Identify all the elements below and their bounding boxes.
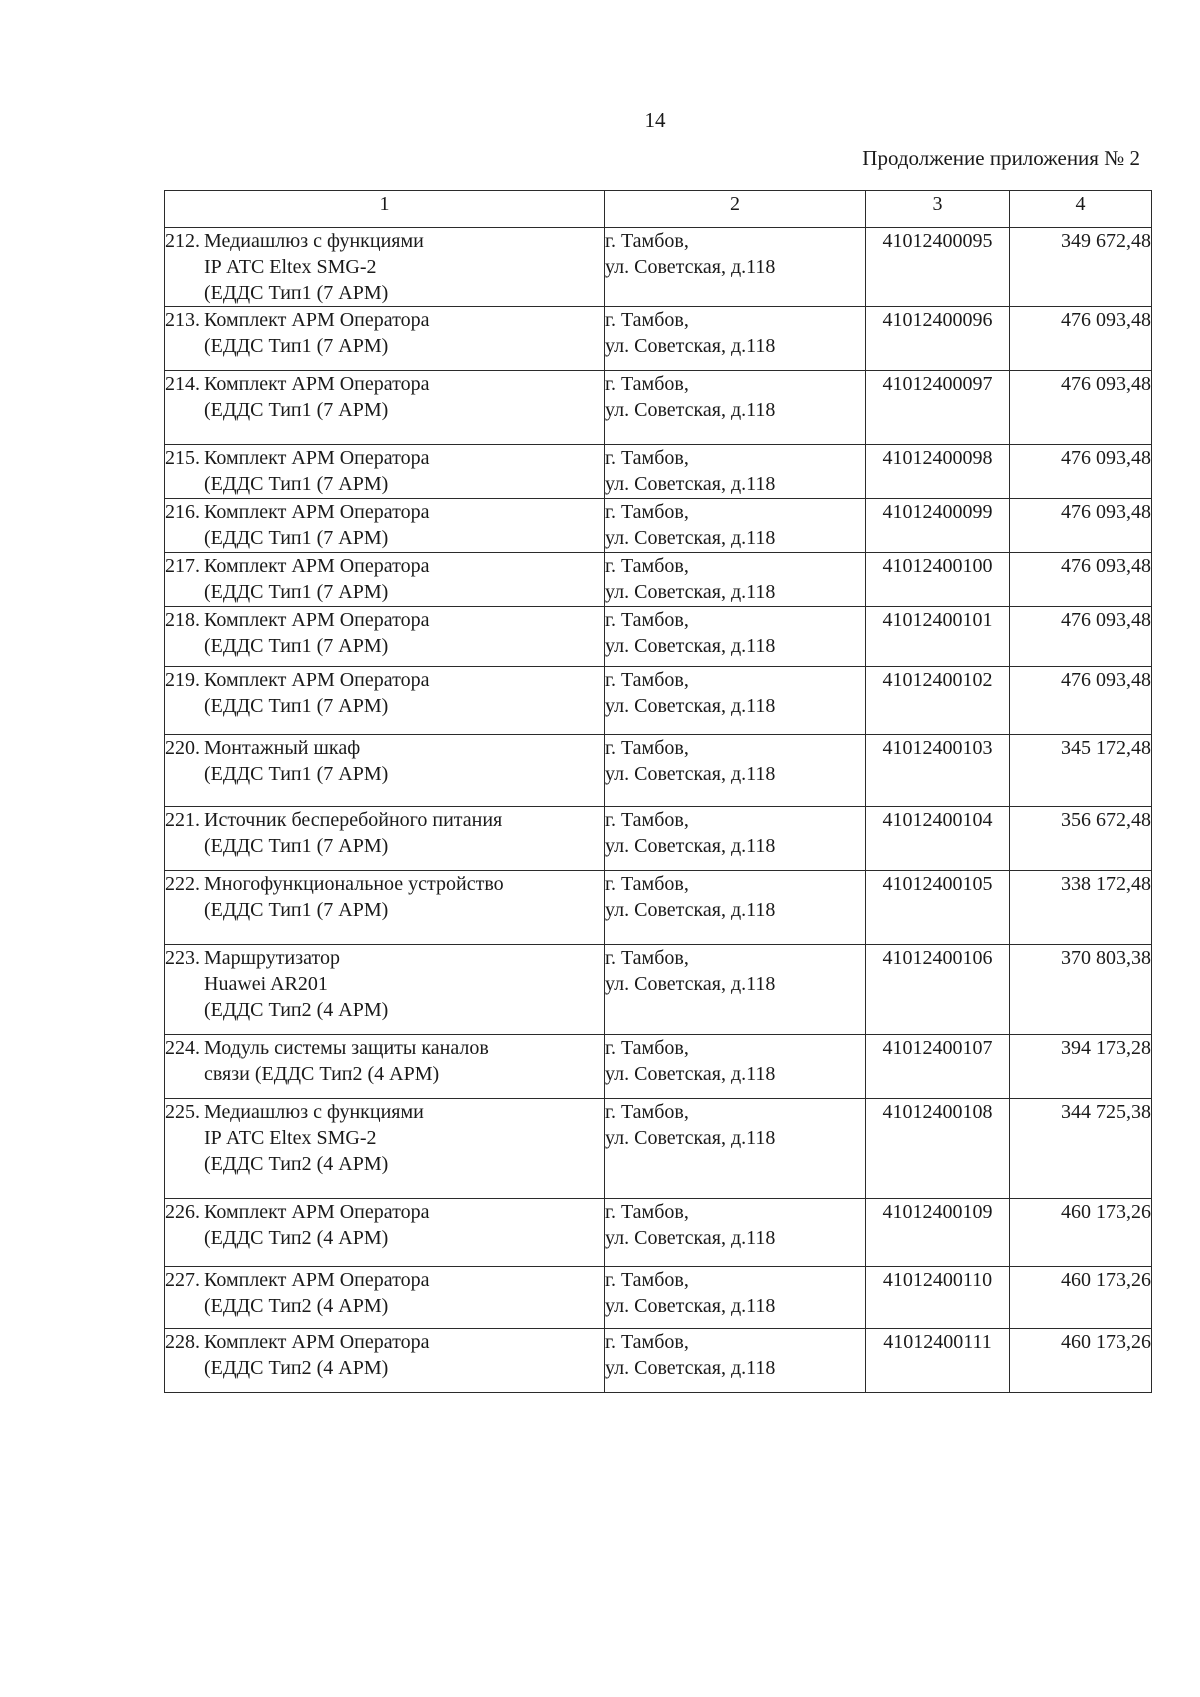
item-description-cell (165, 371, 605, 445)
item-address-line: ул. Советская, д.118 (605, 399, 776, 421)
item-name-line: (ЕДДС Тип1 (7 АРМ) (204, 763, 389, 785)
item-address-cell (605, 667, 866, 735)
item-number: 226. (165, 1201, 200, 1223)
item-description-cell (165, 735, 605, 807)
table-row (165, 1035, 1152, 1099)
item-description-cell (165, 1267, 605, 1329)
item-cost: 476 093,48 (1010, 553, 1152, 607)
item-name (200, 371, 604, 423)
item-address-line: ул. Советская, д.118 (605, 473, 776, 495)
item-name-line: (ЕДДС Тип1 (7 АРМ) (204, 635, 389, 657)
item-name-line: Комплект АРМ Оператора (204, 1331, 430, 1353)
item-address-line: г. Тамбов, (605, 609, 689, 631)
item-inventory-number: 41012400107 (866, 1035, 1010, 1099)
item-inventory-number: 41012400109 (866, 1199, 1010, 1267)
item-address-line: ул. Советская, д.118 (605, 1295, 776, 1317)
item-inventory-number: 41012400098 (866, 445, 1010, 499)
inventory-table (164, 190, 1152, 1393)
item-address-line: ул. Советская, д.118 (605, 835, 776, 857)
item-name (200, 499, 604, 551)
item-cost: 356 672,48 (1010, 807, 1152, 871)
item-address-cell (605, 807, 866, 871)
item-address-cell (605, 1099, 866, 1199)
item-address-cell (605, 553, 866, 607)
item-description (165, 553, 604, 605)
item-number: 215. (165, 447, 200, 469)
item-description-cell (165, 1035, 605, 1099)
item-address-line: г. Тамбов, (605, 1037, 689, 1059)
item-name-line: Комплект АРМ Оператора (204, 501, 430, 523)
item-address-line: ул. Советская, д.118 (605, 581, 776, 603)
item-inventory-number: 41012400105 (866, 871, 1010, 945)
item-number: 225. (165, 1101, 200, 1123)
item-cost: 476 093,48 (1010, 499, 1152, 553)
item-address-cell (605, 499, 866, 553)
item-inventory-number: 41012400101 (866, 607, 1010, 667)
item-name (200, 1329, 604, 1381)
item-name-line: Источник бесперебойного питания (204, 809, 503, 831)
item-description (165, 499, 604, 551)
item-cost: 476 093,48 (1010, 445, 1152, 499)
item-name-line: (ЕДДС Тип2 (4 АРМ) (204, 1295, 389, 1317)
item-description-cell (165, 228, 605, 307)
item-address-cell (605, 228, 866, 307)
item-name-line: Huawei AR201 (204, 973, 328, 995)
item-name (200, 1199, 604, 1251)
item-number: 222. (165, 873, 200, 895)
item-name-line: (ЕДДС Тип1 (7 АРМ) (204, 399, 389, 421)
item-address-line: ул. Советская, д.118 (605, 1127, 776, 1149)
item-description-cell (165, 499, 605, 553)
item-description (165, 371, 604, 423)
item-name-line: (ЕДДС Тип1 (7 АРМ) (204, 899, 389, 921)
item-inventory-number: 41012400095 (866, 228, 1010, 307)
item-address-line: г. Тамбов, (605, 1331, 689, 1353)
item-address-line: ул. Советская, д.118 (605, 335, 776, 357)
item-inventory-number: 41012400103 (866, 735, 1010, 807)
item-number: 216. (165, 501, 200, 523)
item-name-line: Комплект АРМ Оператора (204, 447, 430, 469)
item-inventory-number: 41012400108 (866, 1099, 1010, 1199)
table-row (165, 1329, 1152, 1393)
column-header-1: 1 (165, 191, 605, 228)
item-description (165, 1099, 604, 1177)
item-address-cell (605, 607, 866, 667)
table-row (165, 735, 1152, 807)
item-inventory-number: 41012400104 (866, 807, 1010, 871)
item-name-line: (ЕДДС Тип1 (7 АРМ) (204, 335, 389, 357)
item-name-line: Комплект АРМ Оператора (204, 669, 430, 691)
item-address-line: ул. Советская, д.118 (605, 256, 776, 278)
item-name-line: (ЕДДС Тип1 (7 АРМ) (204, 527, 389, 549)
item-cost: 338 172,48 (1010, 871, 1152, 945)
item-address-line: г. Тамбов, (605, 1269, 689, 1291)
item-name (200, 945, 604, 1023)
item-name (200, 735, 604, 787)
table-row (165, 871, 1152, 945)
item-address-line: ул. Советская, д.118 (605, 1063, 776, 1085)
item-cost: 394 173,28 (1010, 1035, 1152, 1099)
item-number: 218. (165, 609, 200, 631)
item-description (165, 1035, 604, 1087)
item-description (165, 607, 604, 659)
table-row (165, 945, 1152, 1035)
item-description-cell (165, 1329, 605, 1393)
table-row (165, 445, 1152, 499)
item-address-line: г. Тамбов, (605, 669, 689, 691)
item-address-cell (605, 1329, 866, 1393)
item-name (200, 1267, 604, 1319)
item-description (165, 445, 604, 497)
item-description-cell (165, 307, 605, 371)
item-description-cell (165, 667, 605, 735)
item-address-line: г. Тамбов, (605, 230, 689, 252)
item-cost: 476 093,48 (1010, 307, 1152, 371)
item-description-cell (165, 1099, 605, 1199)
item-cost: 345 172,48 (1010, 735, 1152, 807)
item-description-cell (165, 871, 605, 945)
item-cost: 349 672,48 (1010, 228, 1152, 307)
item-address-line: г. Тамбов, (605, 555, 689, 577)
item-number: 228. (165, 1331, 200, 1353)
table-body (165, 228, 1152, 1393)
item-description (165, 307, 604, 359)
item-address-line: ул. Советская, д.118 (605, 527, 776, 549)
item-name-line: Монтажный шкаф (204, 737, 361, 759)
item-name (200, 445, 604, 497)
item-name-line: (ЕДДС Тип2 (4 АРМ) (204, 999, 389, 1021)
item-address-line: ул. Советская, д.118 (605, 635, 776, 657)
item-address-line: г. Тамбов, (605, 947, 689, 969)
item-address-cell (605, 371, 866, 445)
item-address-cell (605, 1199, 866, 1267)
item-address-line: г. Тамбов, (605, 1201, 689, 1223)
item-cost: 476 093,48 (1010, 607, 1152, 667)
item-cost: 460 173,26 (1010, 1267, 1152, 1329)
item-name (200, 1099, 604, 1177)
item-description (165, 667, 604, 719)
item-name-line: Маршрутизатор (204, 947, 340, 969)
item-name-line: (ЕДДС Тип1 (7 АРМ) (204, 473, 389, 495)
table-row (165, 228, 1152, 307)
item-number: 221. (165, 809, 200, 831)
item-name-line: Медиашлюз с функциями (204, 1101, 424, 1123)
item-name-line: (ЕДДС Тип2 (4 АРМ) (204, 1357, 389, 1379)
item-description-cell (165, 553, 605, 607)
item-inventory-number: 41012400097 (866, 371, 1010, 445)
item-number: 224. (165, 1037, 200, 1059)
item-cost: 460 173,26 (1010, 1329, 1152, 1393)
item-name (200, 807, 604, 859)
item-name-line: IP АТС Eltex SMG-2 (204, 256, 377, 278)
item-address-cell (605, 871, 866, 945)
item-address-cell (605, 735, 866, 807)
item-number: 217. (165, 555, 200, 577)
item-address-line: ул. Советская, д.118 (605, 695, 776, 717)
item-name-line: Комплект АРМ Оператора (204, 609, 430, 631)
item-name-line: (ЕДДС Тип1 (7 АРМ) (204, 695, 389, 717)
column-header-4: 4 (1010, 191, 1152, 228)
item-address-line: г. Тамбов, (605, 873, 689, 895)
item-inventory-number: 41012400099 (866, 499, 1010, 553)
item-description (165, 1329, 604, 1381)
item-description (165, 871, 604, 923)
item-name-line: (ЕДДС Тип1 (7 АРМ) (204, 581, 389, 603)
item-cost: 460 173,26 (1010, 1199, 1152, 1267)
column-header-3: 3 (866, 191, 1010, 228)
item-address-line: г. Тамбов, (605, 737, 689, 759)
item-name-line: Комплект АРМ Оператора (204, 1269, 430, 1291)
item-description (165, 735, 604, 787)
item-description (165, 807, 604, 859)
item-name-line: (ЕДДС Тип2 (4 АРМ) (204, 1153, 389, 1175)
item-address-line: г. Тамбов, (605, 447, 689, 469)
table-row (165, 607, 1152, 667)
item-name-line: (ЕДДС Тип1 (7 АРМ) (204, 835, 389, 857)
table-header (165, 191, 1152, 228)
item-name-line: Комплект АРМ Оператора (204, 555, 430, 577)
item-number: 212. (165, 230, 200, 252)
item-number: 213. (165, 309, 200, 331)
item-address-cell (605, 945, 866, 1035)
item-address-cell (605, 307, 866, 371)
item-description-cell (165, 1199, 605, 1267)
item-name (200, 1035, 604, 1087)
item-inventory-number: 41012400100 (866, 553, 1010, 607)
item-description (165, 1199, 604, 1251)
item-address-line: ул. Советская, д.118 (605, 1227, 776, 1249)
item-name (200, 307, 604, 359)
table-row (165, 1199, 1152, 1267)
item-name (200, 871, 604, 923)
item-description (165, 945, 604, 1023)
item-name-line: Медиашлюз с функциями (204, 230, 424, 252)
item-description-cell (165, 445, 605, 499)
table-row (165, 553, 1152, 607)
table-row (165, 807, 1152, 871)
item-cost: 476 093,48 (1010, 667, 1152, 735)
item-address-line: г. Тамбов, (605, 1101, 689, 1123)
item-name-line: Комплект АРМ Оператора (204, 309, 430, 331)
item-name-line: Модуль системы защиты каналов (204, 1037, 489, 1059)
item-name-line: Комплект АРМ Оператора (204, 1201, 430, 1223)
item-name-line: IP АТС Eltex SMG-2 (204, 1127, 377, 1149)
table-row (165, 371, 1152, 445)
table-row (165, 499, 1152, 553)
item-cost: 476 093,48 (1010, 371, 1152, 445)
item-inventory-number: 41012400102 (866, 667, 1010, 735)
item-name (200, 553, 604, 605)
item-cost: 370 803,38 (1010, 945, 1152, 1035)
table-row (165, 307, 1152, 371)
column-header-2: 2 (605, 191, 866, 228)
item-name (200, 667, 604, 719)
item-name-line: Многофункциональное устройство (204, 873, 504, 895)
item-description-cell (165, 945, 605, 1035)
item-cost: 344 725,38 (1010, 1099, 1152, 1199)
item-name-line: (ЕДДС Тип2 (4 АРМ) (204, 1227, 389, 1249)
item-name-line: Комплект АРМ Оператора (204, 373, 430, 395)
item-description-cell (165, 807, 605, 871)
item-address-cell (605, 445, 866, 499)
item-address-line: г. Тамбов, (605, 373, 689, 395)
item-name-line: связи (ЕДДС Тип2 (4 АРМ) (204, 1063, 440, 1085)
item-address-line: ул. Советская, д.118 (605, 1357, 776, 1379)
item-address-cell (605, 1035, 866, 1099)
item-address-cell (605, 1267, 866, 1329)
item-number: 214. (165, 373, 200, 395)
item-number: 223. (165, 947, 200, 969)
item-number: 219. (165, 669, 200, 691)
item-address-line: г. Тамбов, (605, 309, 689, 331)
item-description (165, 228, 604, 306)
item-number: 220. (165, 737, 200, 759)
item-inventory-number: 41012400106 (866, 945, 1010, 1035)
item-name (200, 607, 604, 659)
continuation-label: Продолжение приложения № 2 (862, 146, 1140, 170)
item-description-cell (165, 607, 605, 667)
item-address-line: г. Тамбов, (605, 501, 689, 523)
item-inventory-number: 41012400096 (866, 307, 1010, 371)
item-name (200, 228, 604, 306)
table-row (165, 667, 1152, 735)
item-number: 227. (165, 1269, 200, 1291)
item-inventory-number: 41012400111 (866, 1329, 1010, 1393)
item-address-line: ул. Советская, д.118 (605, 763, 776, 785)
table-row (165, 1099, 1152, 1199)
table-row (165, 1267, 1152, 1329)
item-name-line: (ЕДДС Тип1 (7 АРМ) (204, 282, 389, 304)
item-address-line: г. Тамбов, (605, 809, 689, 831)
page-number: 14 (644, 108, 666, 132)
item-address-line: ул. Советская, д.118 (605, 899, 776, 921)
item-inventory-number: 41012400110 (866, 1267, 1010, 1329)
item-description (165, 1267, 604, 1319)
item-address-line: ул. Советская, д.118 (605, 973, 776, 995)
